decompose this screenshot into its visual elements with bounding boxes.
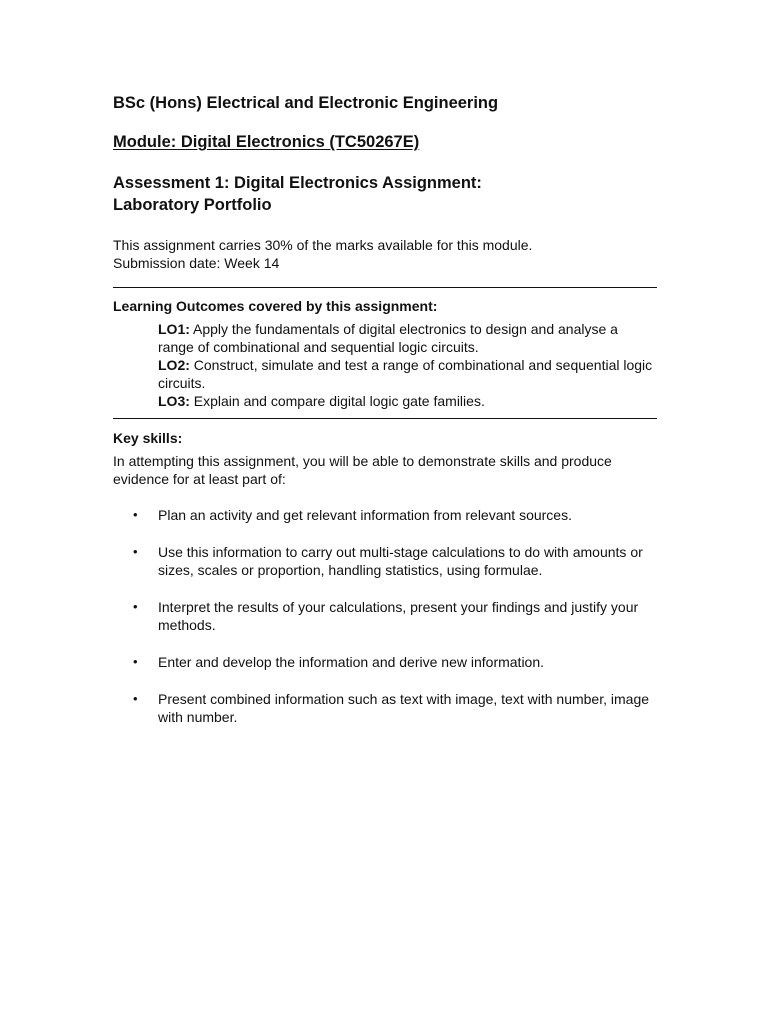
list-item: [113, 506, 657, 524]
key-skill-text: Interpret the results of your calculations, present your findings and justify your methods.: [158, 599, 639, 633]
learning-outcome-code: LO2:: [158, 357, 190, 373]
section-divider-bottom: [113, 418, 657, 419]
list-item: [113, 598, 657, 634]
key-skill-text: Present combined information such as text with image, text with number, image with number.: [158, 691, 650, 725]
key-skills-intro: In attempting this assignment, you will be able to demonstrate skills and produce evidence for at least part of:: [113, 453, 612, 487]
learning-outcome-text: Explain and compare digital logic gate families.: [189, 393, 485, 409]
bullet-icon: •: [133, 691, 138, 706]
learning-outcome-2: [158, 356, 657, 392]
assignment-intro: [113, 236, 657, 272]
list-item: [113, 653, 657, 671]
key-skill-text: Plan an activity and get relevant information from relevant sources.: [158, 507, 572, 523]
bullet-icon: •: [133, 507, 138, 522]
learning-outcome-text: Apply the fundamentals of digital electronics to design and analyse a range of combinational and sequential logic circuits.: [158, 321, 618, 355]
list-item: [113, 690, 657, 726]
learning-outcome-3: [158, 392, 657, 410]
assessment-title: [113, 172, 657, 216]
assessment-title-line-1: Assessment 1: Digital Electronics Assignment:: [113, 174, 482, 192]
learning-outcomes-list: [158, 320, 657, 410]
key-skill-text: Enter and develop the information and derive new information.: [158, 654, 545, 670]
learning-outcome-code: LO3:: [158, 393, 190, 409]
learning-outcomes-heading: Learning Outcomes covered by this assignment:: [113, 298, 438, 314]
marks-statement: This assignment carries 30% of the marks available for this module.: [113, 237, 533, 253]
module-title: Module: Digital Electronics (TC50267E): [113, 133, 420, 151]
key-skill-text: Use this information to carry out multi-stage calculations to do with amounts or sizes, scales or proportion, handling statistics, using formulae.: [158, 544, 643, 578]
section-divider-top: [113, 287, 657, 288]
bullet-icon: •: [133, 599, 138, 614]
learning-outcome-code: LO1:: [158, 321, 190, 337]
list-item: [113, 543, 657, 579]
assignment-page: [113, 92, 657, 745]
learning-outcome-text: Construct, simulate and test a range of combinational and sequential logic circuits.: [158, 357, 653, 391]
key-skills-list: [113, 506, 657, 726]
bullet-icon: •: [133, 654, 138, 669]
learning-outcome-1: [158, 320, 657, 356]
key-skills-heading: Key skills:: [113, 430, 183, 446]
assessment-title-line-2: Laboratory Portfolio: [113, 196, 272, 214]
degree-title: BSc (Hons) Electrical and Electronic Engineering: [113, 94, 499, 112]
bullet-icon: •: [133, 544, 138, 559]
submission-date: Submission date: Week 14: [113, 255, 280, 271]
